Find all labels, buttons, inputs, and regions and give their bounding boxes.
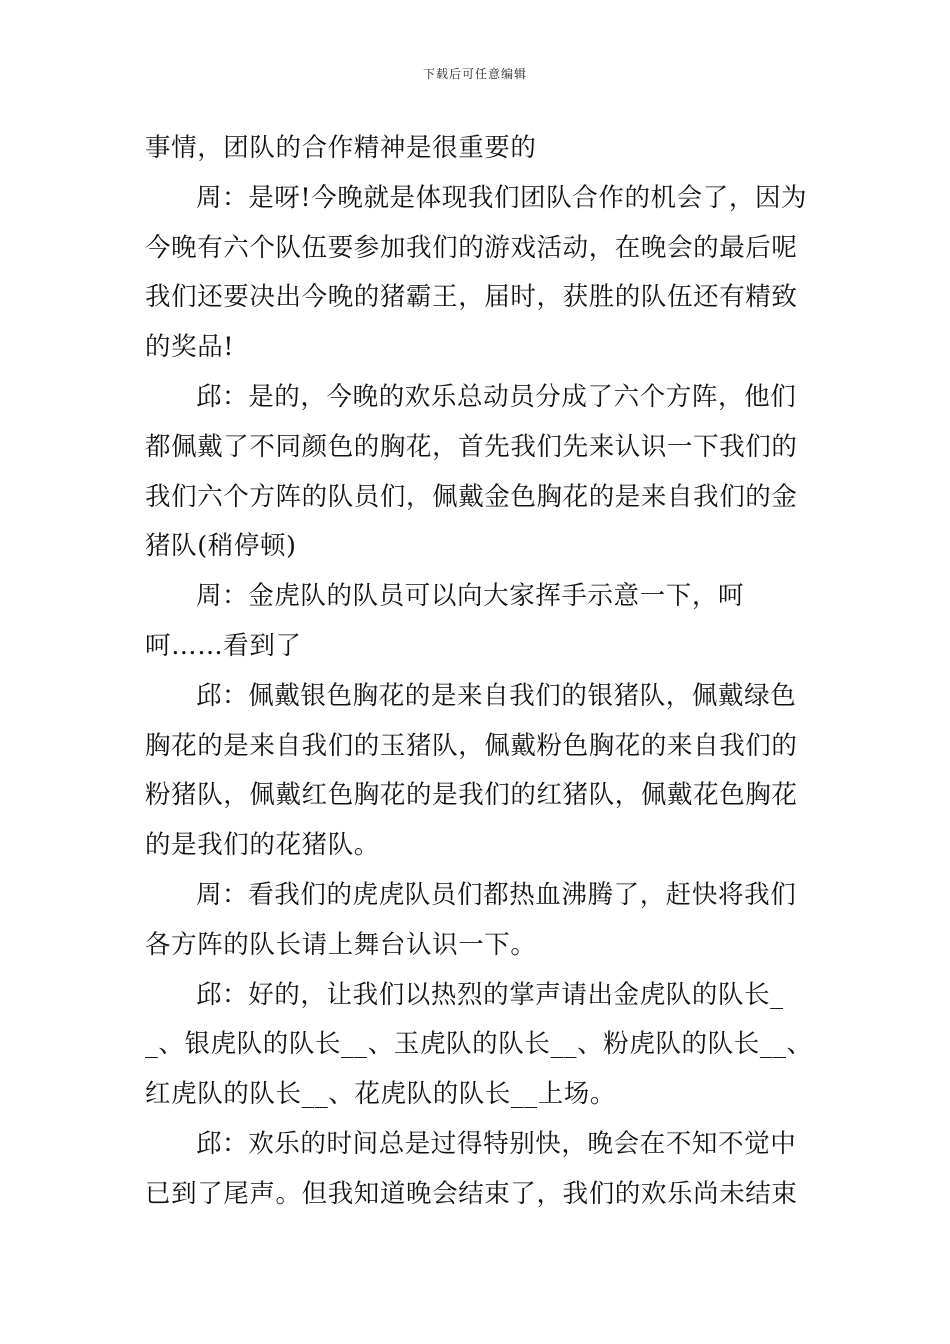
paragraph-5: 邱：佩戴银色胸花的是来自我们的银猪队，佩戴绿色胸花的是来自我们的玉猪队，佩戴粉色胸花的来自我们的粉猪队，佩戴红色胸花的是我们的红猪队，佩戴花色胸花的是我们的花猪队。 [145,680,798,861]
paragraph-1: 事情，团队的合作精神是很重要的 [145,133,537,163]
paragraph-4: 周：金虎队的队员可以向大家挥手示意一下，呵呵……看到了 [145,581,745,661]
paragraph-2: 周：是呀!今晚就是体现我们团队合作的机会了，因为今晚有六个队伍要参加我们的游戏活动，在晚会的最后呢我们还要决出今晚的猪霸王，届时，获胜的队伍还有精致的奖品! [145,182,808,363]
document-body [145,124,815,1220]
paragraph-3: 邱：是的，今晚的欢乐总动员分成了六个方阵，他们都佩戴了不同颜色的胸花，首先我们先来认识一下我们的我们六个方阵的队员们，佩戴金色胸花的是来自我们的金猪队(稍停顿) [145,381,798,562]
paragraph-6: 周：看我们的虎虎队员们都热血沸腾了，赶快将我们各方阵的队长请上舞台认识一下。 [145,879,797,960]
paragraph-7: 邱：好的，让我们以热烈的掌声请出金虎队的队长__、银虎队的队长__、玉虎队的队长__、粉虎队的队长__、红虎队的队长__、花虎队的队长__上场。 [145,979,813,1110]
page-header: 下载后可任意编辑 [422,67,527,81]
paragraph-8: 邱：欢乐的时间总是过得特别快，晚会在不知不觉中已到了尾声。但我知道晚会结束了，我们的欢乐尚未结束 [145,1128,798,1209]
